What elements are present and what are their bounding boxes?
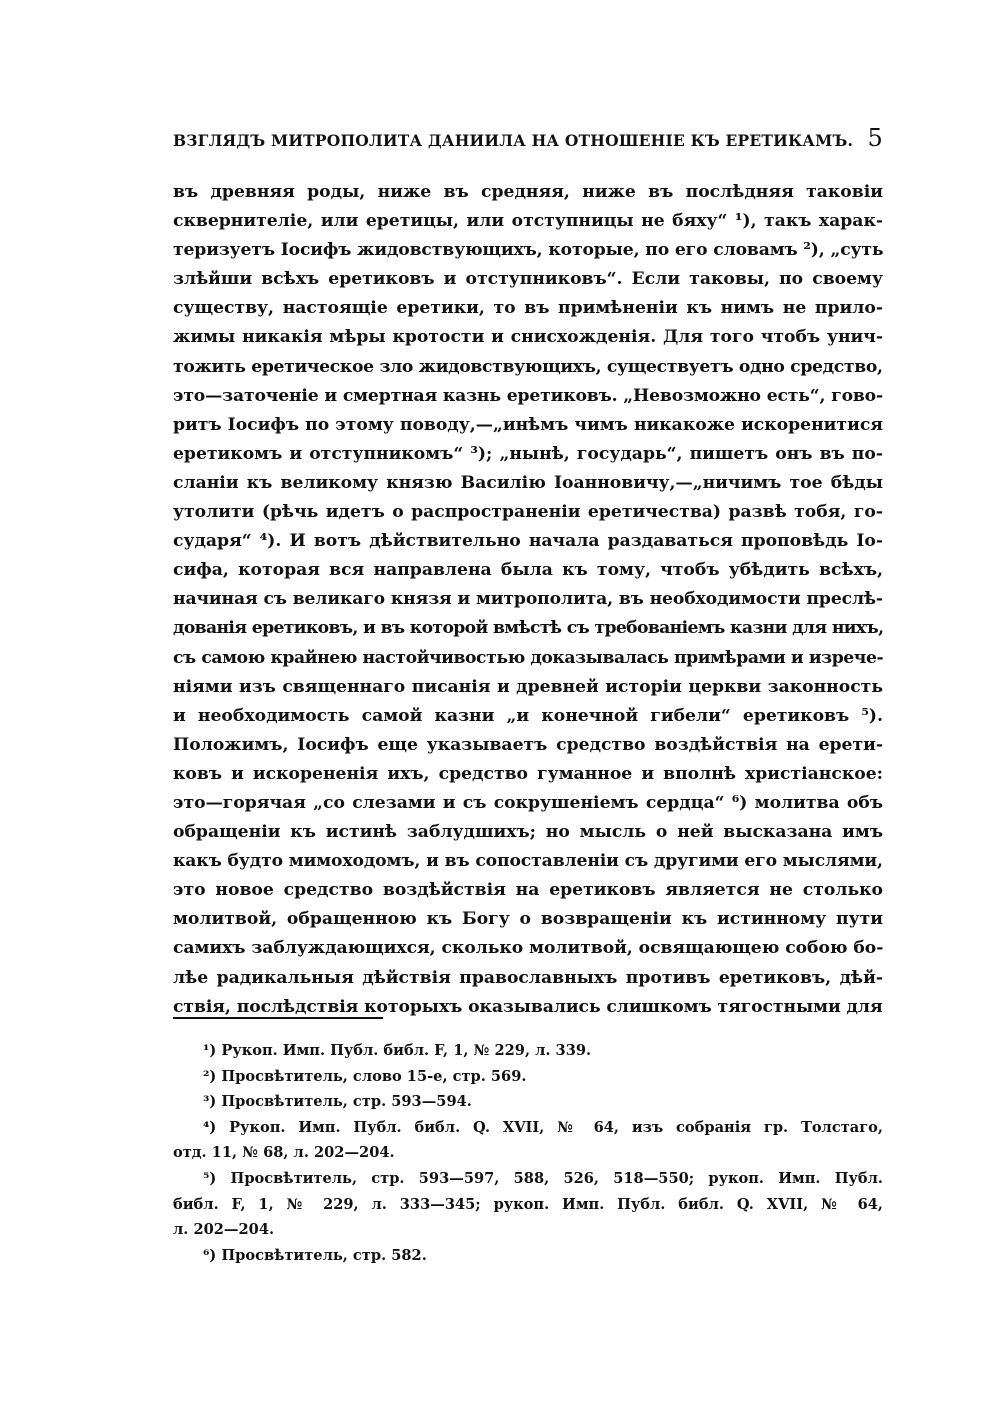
footnote-rule bbox=[173, 1017, 383, 1019]
text-line: сифа, которая вся направлена была къ тому, чтобъ убѣдить всѣхъ, bbox=[173, 560, 883, 581]
text-line: какъ будто мимоходомъ, и въ сопоставленіи съ другими его мыслями, bbox=[173, 851, 883, 872]
text-line: это новое средство воздѣйствія на еретиковъ является не столько bbox=[173, 880, 883, 901]
running-title: ВЗГЛЯДЪ МИТРОПОЛИТА ДАНИИЛА НА ОТНОШЕНІЕ КЪ ЕРЕТИКАМЪ. bbox=[173, 131, 854, 150]
text-line: утолити (рѣчь идетъ о распространеніи еретичества) развѣ тобя, го- bbox=[173, 502, 883, 523]
text-line: Положимъ, Іосифъ еще указываетъ средство воздѣйствія на ерети- bbox=[173, 734, 883, 755]
text-line: самихъ заблуждающихся, сколько молитвой, освящающею собою бо- bbox=[173, 938, 884, 959]
footnotes bbox=[173, 1038, 883, 1268]
text-line: и необходимость самой казни „и конечной гибели“ еретиковъ ⁵). bbox=[173, 705, 883, 726]
footnote-line: ⁵) Просвѣтитель, стр. 593—597, 588, 526, 518—550; рукоп. Имп. Публ. bbox=[203, 1169, 883, 1187]
text-line: сударя“ ⁴). И вотъ дѣйствительно начала раздаваться проповѣдь Іо- bbox=[173, 531, 883, 552]
text-line: ритъ Іосифъ по этому поводу,—„инѣмъ чимъ никакоже искоренитися bbox=[173, 414, 883, 435]
text-line: дованія еретиковъ, и въ которой вмѣстѣ съ требованіемъ казни для нихъ, bbox=[173, 618, 884, 639]
footnote-line: библ. F, 1, № 229, л. 333—345; рукоп. Имп. Публ. библ. Q. XVII, № 64, bbox=[173, 1195, 883, 1213]
text-line: сланіи къ великому князю Василію Іоанновичу,—„ничимъ тое бѣды bbox=[173, 472, 883, 493]
text-line: ствія, послѣдствія которыхъ оказывались слишкомъ тягостными для bbox=[173, 996, 883, 1017]
text-line: тожить еретическое зло жидовствующихъ, существуетъ одно средство, bbox=[173, 356, 883, 377]
text-line: лѣе радикальныя дѣйствія православныхъ противъ еретиковъ, дѣй- bbox=[173, 967, 883, 988]
text-line: съ самою крайнею настойчивостью доказывалась примѣрами и изрече- bbox=[173, 647, 884, 668]
text-line: это—заточеніе и смертная казнь еретиковъ. „Невозможно есть“, гово- bbox=[173, 385, 883, 406]
footnote-line: ¹) Рукоп. Имп. Публ. библ. F, 1, № 229, л. 339. bbox=[203, 1042, 592, 1059]
footnote-line: л. 202—204. bbox=[173, 1221, 275, 1239]
text-line: ковъ и искорененія ихъ, средство гуманное и вполнѣ христіанское: bbox=[173, 763, 883, 784]
text-line: начиная съ великаго князя и митрополита, въ необходимости преслѣ- bbox=[173, 589, 883, 610]
footnote-line: ²) Просвѣтитель, слово 15-е, стр. 569. bbox=[203, 1067, 527, 1085]
text-line: ніями изъ священнаго писанія и древней исторіи церкви законность bbox=[173, 676, 883, 697]
text-line: молитвой, обращенною къ Богу о возвращеніи къ истинному пути bbox=[173, 909, 883, 930]
text-line: жимы никакія мѣры кротости и снисхожденія. Для того чтобъ унич- bbox=[173, 327, 883, 348]
text-line: существу, настоящіе еретики, то въ примѣненіи къ нимъ не прило- bbox=[173, 298, 883, 319]
footnote-line: ³) Просвѣтитель, стр. 593—594. bbox=[203, 1093, 472, 1111]
footnote-line: ⁶) Просвѣтитель, стр. 582. bbox=[203, 1246, 427, 1264]
text-line: въ древняя роды, ниже въ средняя, ниже въ послѣдняя таковіи bbox=[173, 182, 883, 202]
page-number: 5 bbox=[867, 124, 883, 152]
footnote-line: ⁴) Рукоп. Имп. Публ. библ. Q. XVII, № 64, изъ собранія гр. Толстаго, bbox=[203, 1118, 883, 1136]
text-line: это—горячая „со слезами и съ сокрушеніемъ сердца“ ⁶) молитва объ bbox=[173, 792, 883, 813]
text-line: злѣйши всѣхъ еретиковъ и отступниковъ“. Если таковы, по своему bbox=[173, 269, 883, 290]
text-line: еретикомъ и отступникомъ“ ³); „нынѣ, государь“, пишетъ онъ въ по- bbox=[173, 443, 883, 464]
text-line: сквернителіе, или еретицы, или отступницы не бяху“ ¹), такъ харак- bbox=[173, 211, 883, 232]
text-line: теризуетъ Іосифъ жидовствующихъ, которые, по его словамъ ²), „суть bbox=[173, 240, 884, 261]
footnote-line: отд. 11, № 68, л. 202—204. bbox=[173, 1144, 395, 1162]
text-line: обращеніи къ истинѣ заблудшихъ; но мысль о ней высказана имъ bbox=[173, 822, 883, 843]
main-text bbox=[173, 178, 883, 1022]
